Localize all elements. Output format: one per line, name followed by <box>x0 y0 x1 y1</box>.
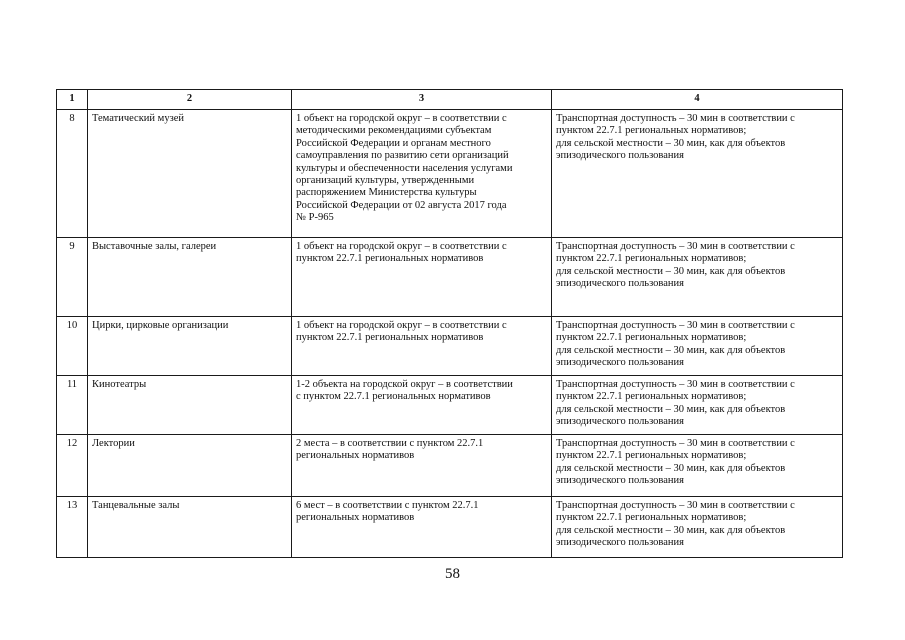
provision-norm-line: с пунктом 22.7.1 региональных нормативов <box>296 391 491 403</box>
table-row <box>57 376 843 435</box>
facility-name: Лектории <box>88 435 292 497</box>
provision-norm-line: методическими рекомендациями субъектам <box>296 125 492 137</box>
provision-norm-line: Российской Федерации и органам местного <box>296 137 491 149</box>
accessibility-norm-line: для сельской местности – 30 мин, как для объектов <box>556 462 786 474</box>
facility-name: Цирки, цирковые организации <box>88 317 292 376</box>
accessibility-norm-line: эпизодического пользования <box>556 416 684 428</box>
table-row <box>57 238 843 317</box>
facility-name: Кинотеатры <box>88 376 292 435</box>
accessibility-norm-line: пунктом 22.7.1 региональных нормативов; <box>556 332 747 344</box>
provision-norm-line: пунктом 22.7.1 региональных нормативов <box>296 332 484 344</box>
table-row <box>57 497 843 558</box>
accessibility-norm <box>552 376 843 435</box>
facility-name: Выставочные залы, галереи <box>88 238 292 317</box>
accessibility-norm-line: эпизодического пользования <box>556 357 684 369</box>
table-body <box>57 110 843 558</box>
provision-norm <box>292 110 552 238</box>
provision-norm-line: самоуправления по развитию сети организаций <box>296 150 509 162</box>
accessibility-norm <box>552 435 843 497</box>
facility-name: Тематический музей <box>88 110 292 238</box>
accessibility-norm-line: эпизодического пользования <box>556 278 684 290</box>
accessibility-norm-line: пунктом 22.7.1 региональных нормативов; <box>556 450 747 462</box>
column-header-1: 1 <box>57 90 88 110</box>
accessibility-norm-line: Транспортная доступность – 30 мин в соответствии с <box>556 379 795 390</box>
accessibility-norm-line: Транспортная доступность – 30 мин в соответствии с <box>556 113 795 124</box>
row-number: 12 <box>57 435 88 497</box>
accessibility-norm-line: Транспортная доступность – 30 мин в соответствии с <box>556 241 795 252</box>
column-header-2: 2 <box>88 90 292 110</box>
provision-norm-line: пунктом 22.7.1 региональных нормативов <box>296 253 484 265</box>
accessibility-norm-line: для сельской местности – 30 мин, как для объектов <box>556 265 786 277</box>
accessibility-norm-line: пунктом 22.7.1 региональных нормативов; <box>556 512 747 524</box>
row-number: 8 <box>57 110 88 238</box>
accessibility-norm-line: для сельской местности – 30 мин, как для объектов <box>556 403 786 415</box>
accessibility-norm <box>552 497 843 558</box>
accessibility-norm <box>552 238 843 317</box>
provision-norm-line: региональных нормативов <box>296 512 415 524</box>
accessibility-norm-line: пунктом 22.7.1 региональных нормативов; <box>556 125 747 137</box>
accessibility-norm-line: Транспортная доступность – 30 мин в соответствии с <box>556 438 795 449</box>
accessibility-norm-line: пунктом 22.7.1 региональных нормативов; <box>556 391 747 403</box>
provision-norm-line: 6 мест – в соответствии с пунктом 22.7.1 <box>296 500 479 511</box>
provision-norm-line: распоряжением Министерства культуры <box>296 187 477 199</box>
column-header-3: 3 <box>292 90 552 110</box>
row-number: 9 <box>57 238 88 317</box>
provision-norm-line: № Р-965 <box>296 212 334 224</box>
provision-norm <box>292 317 552 376</box>
provision-norm <box>292 435 552 497</box>
provision-norm-line: Российской Федерации от 02 августа 2017 года <box>296 199 507 211</box>
row-number: 13 <box>57 497 88 558</box>
accessibility-norm-line: пунктом 22.7.1 региональных нормативов; <box>556 253 747 265</box>
accessibility-norm-line: Транспортная доступность – 30 мин в соответствии с <box>556 320 795 331</box>
accessibility-norm <box>552 317 843 376</box>
provision-norm-line: 1 объект на городской округ – в соответствии с <box>296 320 507 331</box>
page-number: 58 <box>445 566 460 582</box>
table-row <box>57 435 843 497</box>
accessibility-norm-line: эпизодического пользования <box>556 537 684 549</box>
accessibility-norm-line: эпизодического пользования <box>556 150 684 162</box>
accessibility-norm-line: для сельской местности – 30 мин, как для объектов <box>556 137 786 149</box>
provision-norm-line: культуры и обеспеченности населения услугами <box>296 162 513 174</box>
provision-norm-line: 1-2 объекта на городской округ – в соответствии <box>296 379 513 390</box>
column-header-4: 4 <box>552 90 843 110</box>
row-number: 10 <box>57 317 88 376</box>
row-number: 11 <box>57 376 88 435</box>
provision-norm-line: 1 объект на городской округ – в соответствии с <box>296 241 507 252</box>
provision-norm-line: организаций культуры, утвержденными <box>296 175 475 187</box>
accessibility-norm-line: для сельской местности – 30 мин, как для объектов <box>556 344 786 356</box>
accessibility-norm-line: эпизодического пользования <box>556 475 684 487</box>
table-row <box>57 110 843 238</box>
provision-norm <box>292 376 552 435</box>
header-row <box>57 90 843 110</box>
accessibility-norm-line: Транспортная доступность – 30 мин в соответствии с <box>556 500 795 511</box>
provision-norm-line: региональных нормативов <box>296 450 415 462</box>
accessibility-norm <box>552 110 843 238</box>
provision-norm <box>292 238 552 317</box>
facility-name: Танцевальные залы <box>88 497 292 558</box>
norms-table <box>56 89 843 558</box>
provision-norm <box>292 497 552 558</box>
table-header <box>57 90 843 110</box>
provision-norm-line: 2 места – в соответствии с пунктом 22.7.1 <box>296 438 484 449</box>
table-row <box>57 317 843 376</box>
provision-norm-line: 1 объект на городской округ – в соответствии с <box>296 113 507 124</box>
accessibility-norm-line: для сельской местности – 30 мин, как для объектов <box>556 524 786 536</box>
